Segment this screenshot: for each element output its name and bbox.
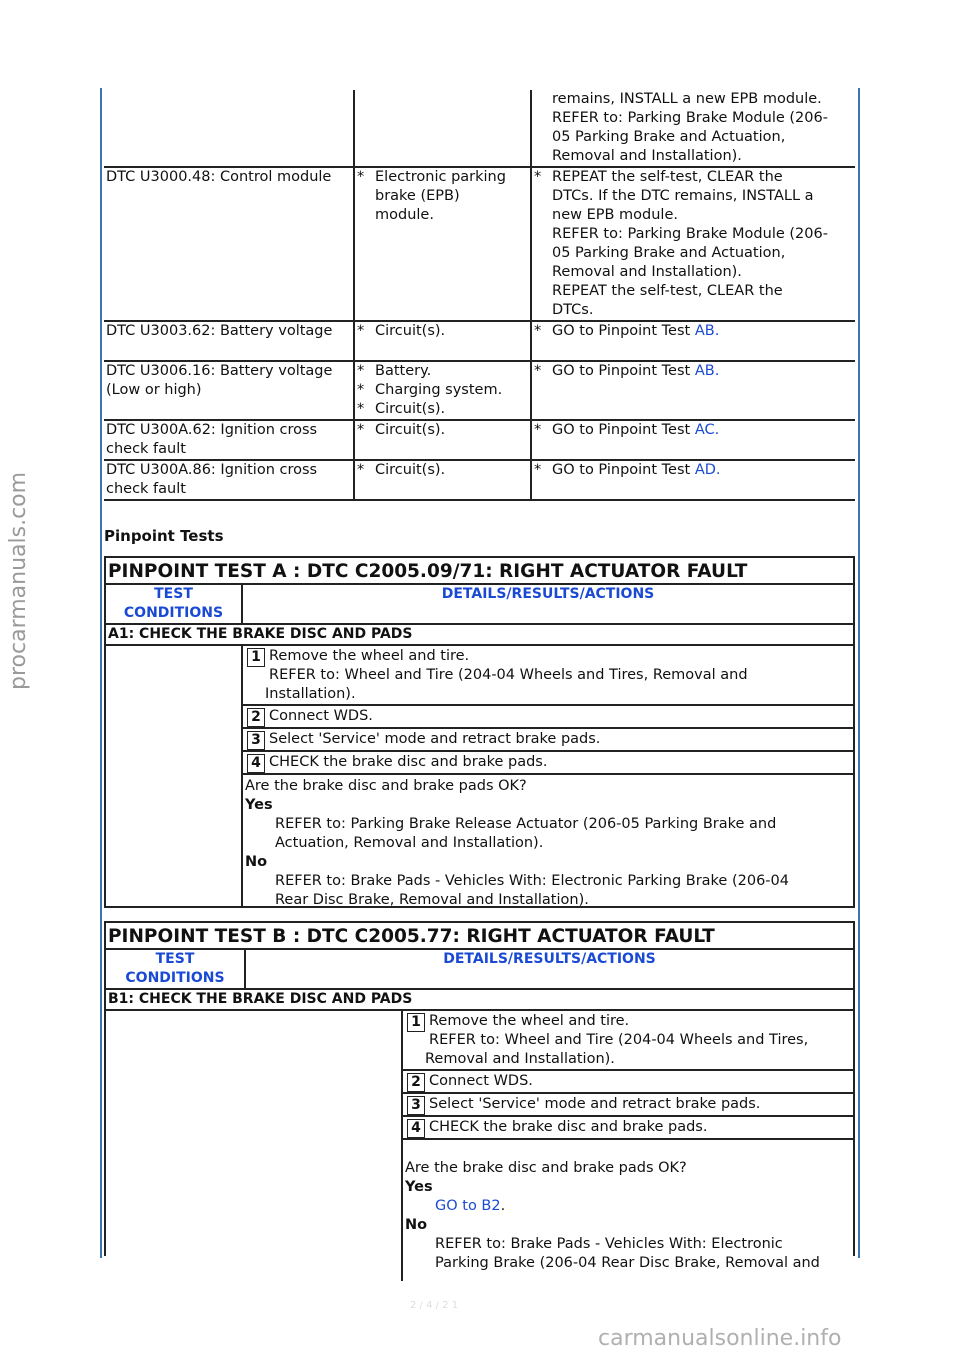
go-to-b2-link[interactable]: GO to B2 [435, 1198, 501, 1214]
pinpoint-link-ab[interactable]: AB. [694, 323, 720, 339]
watermark-bottom: carmanualsonline.info [598, 1326, 842, 1351]
dtc-row: DTC U300A.62: Ignition cross check fault * Circuit(s). * GO to Pinpoint Test AC. [104, 420, 855, 460]
sub-step: 1 Remove the wheel and tire. REFER to: Wheel and Tire (204-04 Wheels and Tires, Removal and Installation). [243, 646, 853, 706]
dtc-code: DTC U3003.62: Battery voltage [104, 321, 354, 361]
page-footer: 2 / 4 / 2 1 [410, 1300, 459, 1311]
dtc-row: DTC U3000.48: Control module * Electronic parking brake (EPB) module. * REPEAT the self-test, CLEAR the DTCs. If the DTC remains, INSTALL a new EPB module. REFER to: Parking Brake Module (206- 05 Parking Brake and Actuation, Removal and Installation). REPEAT the self-test, CLEAR the DTCs. [104, 167, 855, 321]
table-header: TEST CONDITIONS DETAILS/RESULTS/ACTIONS [106, 585, 853, 625]
dtc-code: DTC U3006.16: Battery voltage (Low or high) [104, 361, 354, 420]
dtc-row: DTC U3003.62: Battery voltage * Circuit(s). * GO to Pinpoint Test AB. [104, 321, 855, 361]
sub-step: 4 CHECK the brake disc and brake pads. [243, 752, 853, 775]
sub-step: 3 Select 'Service' mode and retract brake pads. [403, 1094, 853, 1117]
pinpoint-link-ad[interactable]: AD. [694, 462, 721, 478]
sub-step: 2 Connect WDS. [403, 1071, 853, 1094]
test-conditions-cell [106, 1011, 403, 1281]
pinpoint-test-b [104, 921, 855, 1271]
pinpoint-test-a [104, 556, 855, 908]
pinpoint-link-ab[interactable]: AB. [694, 363, 720, 379]
sub-step: 3 Select 'Service' mode and retract brake pads. [243, 729, 853, 752]
page-rule-right [858, 88, 860, 1258]
sub-step: 2 Connect WDS. [243, 706, 853, 729]
table-header: TEST CONDITIONS DETAILS/RESULTS/ACTIONS [106, 950, 853, 990]
sub-step: 4 CHECK the brake disc and brake pads. [403, 1117, 853, 1140]
sub-step: 1 Remove the wheel and tire. REFER to: Wheel and Tire (204-04 Wheels and Tires, Removal and Installation). [403, 1011, 853, 1071]
dtc-code: DTC U3000.48: Control module [104, 167, 354, 321]
dtc-code: DTC U300A.62: Ignition cross check fault [104, 420, 354, 460]
test-conditions-cell [106, 646, 243, 906]
dtc-row [104, 90, 855, 167]
dtc-row: DTC U300A.86: Ignition cross check fault * Circuit(s). * GO to Pinpoint Test AD. [104, 460, 855, 500]
watermark-left: procarmanuals.com [6, 471, 31, 690]
pinpoint-test-a-title: PINPOINT TEST A : DTC C2005.09/71: RIGHT ACTUATOR FAULT [106, 558, 853, 585]
page-rule-left [100, 88, 102, 1258]
section-title: Pinpoint Tests [104, 527, 224, 545]
step-a1-heading: A1: CHECK THE BRAKE DISC AND PADS [106, 625, 853, 646]
step-b1-heading: B1: CHECK THE BRAKE DISC AND PADS [106, 990, 853, 1011]
dtc-row: DTC U3006.16: Battery voltage (Low or high) * Battery. * Charging system. * Circuit(s). * GO to Pinpoint Test AB. [104, 361, 855, 420]
pinpoint-link-ac[interactable]: AC. [694, 422, 720, 438]
dtc-code: DTC U300A.86: Ignition cross check fault [104, 460, 354, 500]
pinpoint-test-b-title: PINPOINT TEST B : DTC C2005.77: RIGHT ACTUATOR FAULT [106, 923, 853, 950]
action-cell: remains, INSTALL a new EPB module. REFER to: Parking Brake Module (206- 05 Parking Brake and Actuation, Removal and Installation). [531, 90, 855, 167]
result-block: Are the brake disc and brake pads OK? Yes GO to B2. No REFER to: Brake Pads - Vehicles With: Electronic Parking Brake (206-04 Rear Disc Brake, Removal and [405, 1160, 820, 1271]
result-block: Are the brake disc and brake pads OK? Yes REFER to: Parking Brake Release Actuator (206-05 Parking Brake and Actuation, Removal and Installation). No REFER to: Brake Pads - Vehicles With: Electronic Parking Brake (206-04 Rear Disc Brake, Removal and Installation). [245, 778, 789, 908]
dtc-table [104, 90, 855, 501]
